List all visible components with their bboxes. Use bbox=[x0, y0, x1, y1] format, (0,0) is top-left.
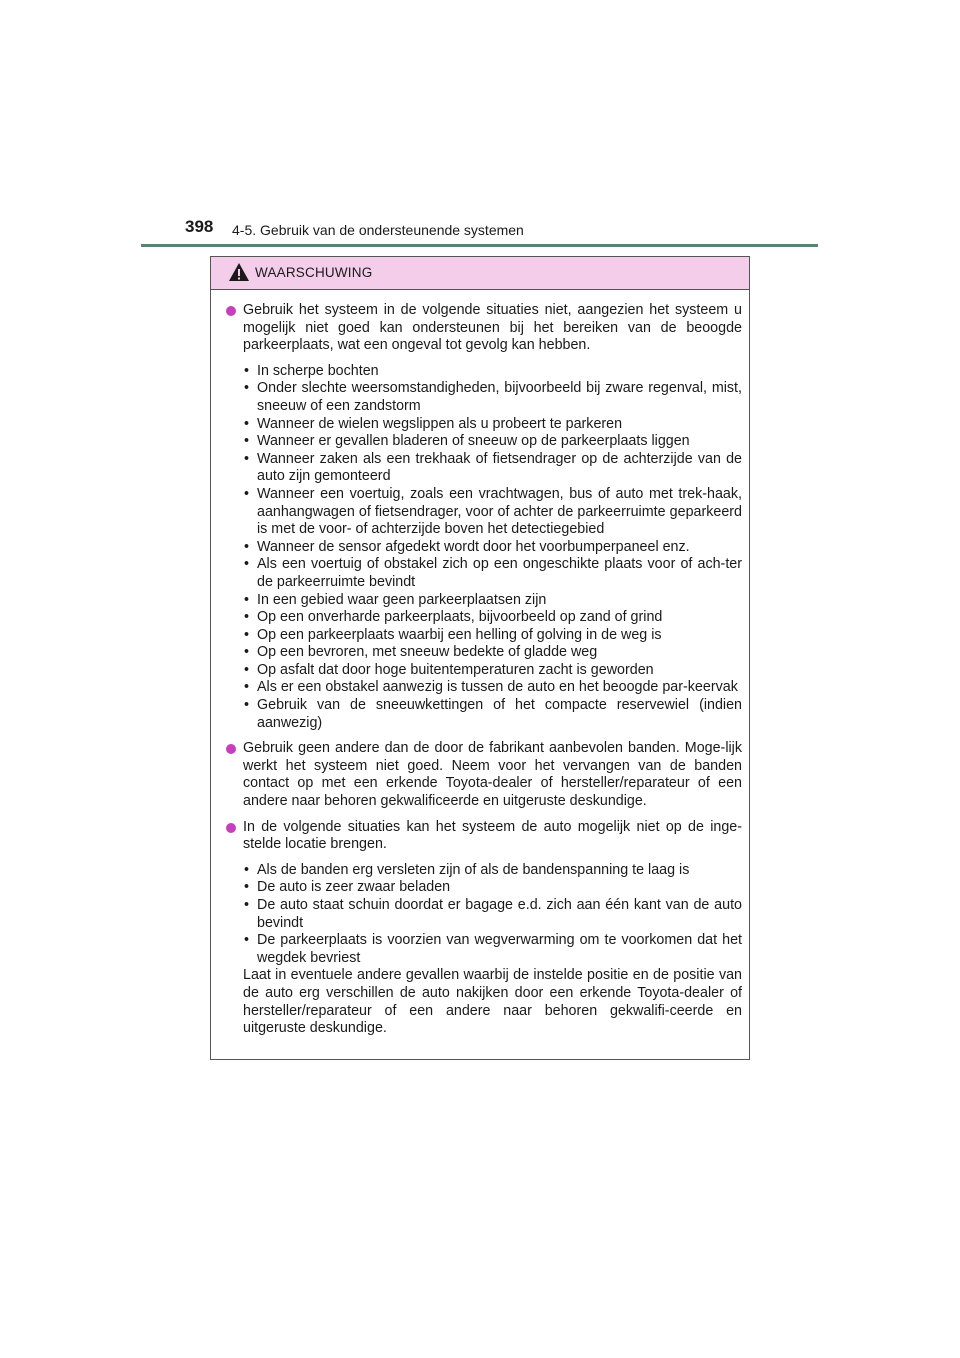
warning-triangle-icon bbox=[228, 262, 250, 282]
chapter-title: 4-5. Gebruik van de ondersteunende systemen bbox=[232, 222, 524, 238]
list-item: • De parkeerplaats is voorzien van wegverwarming om te voorkomen dat het wegdek bevriest bbox=[243, 932, 742, 967]
list-item: • De auto staat schuin doordat er bagage e.d. zich aan één kant van de auto bevindt bbox=[243, 897, 742, 932]
list-item: • Op een parkeerplaats waarbij een helling of golving in de weg is bbox=[243, 627, 742, 645]
warning-box bbox=[210, 256, 750, 1060]
list-item: • Wanneer de wielen wegslippen als u probeert te parkeren bbox=[243, 416, 742, 434]
warning-header bbox=[211, 257, 749, 290]
warning-item-text: Gebruik geen andere dan de door de fabrikant aanbevolen banden. Moge-lijk werkt het systeem niet goed. Neem voor het vervangen van de banden contact op met een erkende Toyota-dealer of hersteller/reparateur of een andere naar behoren gekwalificeerde en uitgeruste deskundige. bbox=[243, 740, 742, 810]
header-rule bbox=[141, 244, 818, 247]
bullet-dot bbox=[226, 306, 236, 316]
list-item: • Wanneer de sensor afgedekt wordt door het voorbumperpaneel enz. bbox=[243, 539, 742, 557]
list-item: • In scherpe bochten bbox=[243, 363, 742, 381]
situation-list bbox=[226, 363, 742, 732]
list-item: • In een gebied waar geen parkeerplaatsen zijn bbox=[243, 592, 742, 610]
bullet-dot bbox=[226, 823, 236, 833]
list-item: • De auto is zeer zwaar beladen bbox=[243, 879, 742, 897]
list-item: • Gebruik van de sneeuwkettingen of het compacte reservewiel (indien aanwezig) bbox=[243, 697, 742, 732]
list-item: • Als er een obstakel aanwezig is tussen de auto en het beoogde par-keervak bbox=[243, 679, 742, 697]
warning-item bbox=[226, 302, 742, 355]
warning-item bbox=[226, 819, 742, 854]
list-item: • Wanneer er gevallen bladeren of sneeuw op de parkeerplaats liggen bbox=[243, 433, 742, 451]
warning-item-text: Gebruik het systeem in de volgende situaties niet, aangezien het systeem u mogelijk niet goed kan ondersteunen bij het bereiken van de beoogde parkeerplaats, wat een ongeval tot gevolg kan hebben. bbox=[243, 302, 742, 354]
list-item: • Op een onverharde parkeerplaats, bijvoorbeeld op zand of grind bbox=[243, 609, 742, 627]
list-item: • Als een voertuig of obstakel zich op een ongeschikte plaats voor of ach-ter de parkeerruimte bevindt bbox=[243, 556, 742, 591]
warning-note: Laat in eventuele andere gevallen waarbij de instelde positie en de positie van de auto erg verschillen de auto nakijken door een erkende Toyota-dealer of hersteller/reparateur of een andere naar behoren gekwalifi-ceerde en uitgeruste deskundige. bbox=[243, 967, 742, 1037]
situation-list bbox=[226, 862, 742, 968]
bullet-dot bbox=[226, 744, 236, 754]
warning-body bbox=[211, 290, 749, 1038]
warning-item-text: In de volgende situaties kan het systeem de auto mogelijk niet op de inge-stelde locatie brengen. bbox=[243, 818, 742, 853]
warning-title: WAARSCHUWING bbox=[255, 265, 373, 280]
page-number: 398 bbox=[185, 217, 214, 236]
list-item: • Onder slechte weersomstandigheden, bijvoorbeeld bij zware regenval, mist, sneeuw of een zandstorm bbox=[243, 380, 742, 415]
list-item: • Als de banden erg versleten zijn of als de bandenspanning te laag is bbox=[243, 862, 742, 880]
list-item: • Wanneer zaken als een trekhaak of fietsendrager op de achterzijde van de auto zijn gemonteerd bbox=[243, 451, 742, 486]
warning-item bbox=[226, 740, 742, 810]
list-item: • Wanneer een voertuig, zoals een vrachtwagen, bus of auto met trek-haak, aanhangwagen of fietsendrager, voor of achter de parkeerruimte geparkeerd is met de voor- of achterzijde boven het detectiegebied bbox=[243, 486, 742, 539]
list-item: • Op een bevroren, met sneeuw bedekte of gladde weg bbox=[243, 644, 742, 662]
list-item: • Op asfalt dat door hoge buitentemperaturen zacht is geworden bbox=[243, 662, 742, 680]
